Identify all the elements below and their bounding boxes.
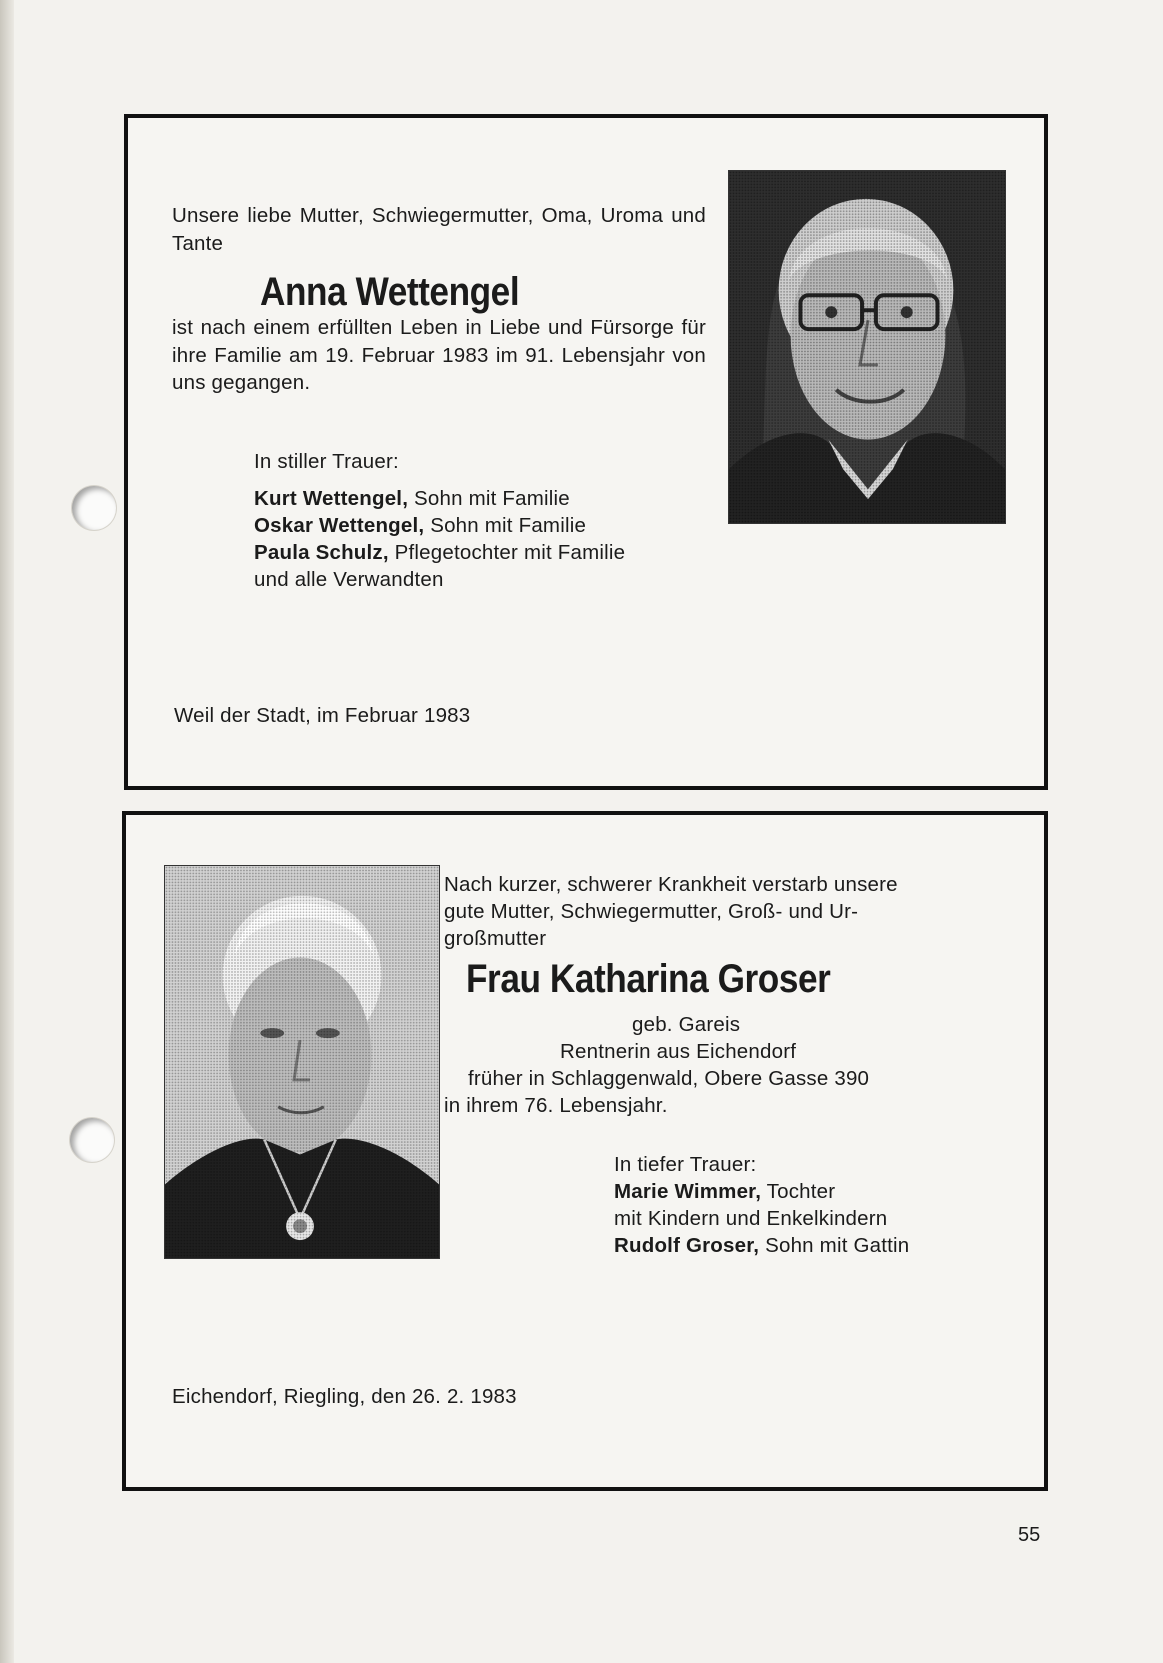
page-edge [0,0,14,1663]
birth-name: geb. Gareis [632,1013,741,1036]
deceased-name: Frau Katharina Groser [466,957,831,1001]
mourner-line [614,1232,909,1260]
mourner-relation: Sohn mit Gattin [765,1234,910,1257]
mourner-line [254,512,586,540]
mourner-extra: mit Kindern und Enkelkindern [614,1207,888,1230]
obituary-notice-groser [122,811,1048,1491]
notice-body: ist nach einem erfüllten Leben in Liebe und Fürsorge für ihre Familie am 19. Februar 1983 im 91. Lebensjahr von uns gegangen. [172,316,706,394]
mourner-name: Oskar Wettengel, [254,514,425,537]
notice-intro-line: großmutter [444,927,547,950]
notice-intro: Unsere liebe Mutter, Schwiegermutter, Oma, Uroma und Tante [172,204,706,255]
mourner-name: Rudolf Groser, [614,1234,760,1257]
portrait-photo [728,170,1006,524]
mourner-line [254,485,570,513]
portrait-photo [164,865,440,1259]
mourner-name: Marie Wimmer, [614,1180,762,1203]
notice-intro-line: Nach kurzer, schwerer Krankheit verstarb unsere [444,873,898,896]
mourner-line [254,539,625,567]
punch-hole-top [72,486,116,530]
occupation: Rentnerin aus Eichendorf [560,1040,797,1063]
mourner-relation: Pflegetochter mit Familie [394,541,626,564]
page-number: 55 [1018,1524,1041,1546]
mourner-relation: Sohn mit Familie [414,487,570,510]
mourning-heading: In stiller Trauer: [254,450,399,473]
mourner-name: Paula Schulz, [254,541,389,564]
punch-hole-bottom [70,1118,114,1162]
mourner-line [614,1178,835,1206]
place-date: Weil der Stadt, im Februar 1983 [174,704,471,727]
mourning-heading: In tiefer Trauer: [614,1153,757,1176]
notice-intro-line: gute Mutter, Schwiegermutter, Groß- und Ur- [444,900,859,923]
mourner-relation: Sohn mit Familie [430,514,587,537]
deceased-name: Anna Wettengel [260,270,520,314]
obituary-notice-wettengel [124,114,1048,790]
mourner-name: Kurt Wettengel, [254,487,409,510]
mourner-relation: Tochter [766,1180,836,1203]
former-residence: früher in Schlaggenwald, Obere Gasse 390 [468,1067,870,1090]
place-date: Eichendorf, Riegling, den 26. 2. 1983 [172,1385,517,1408]
age-line: in ihrem 76. Lebensjahr. [444,1094,668,1117]
relatives-line: und alle Verwandten [254,568,444,591]
